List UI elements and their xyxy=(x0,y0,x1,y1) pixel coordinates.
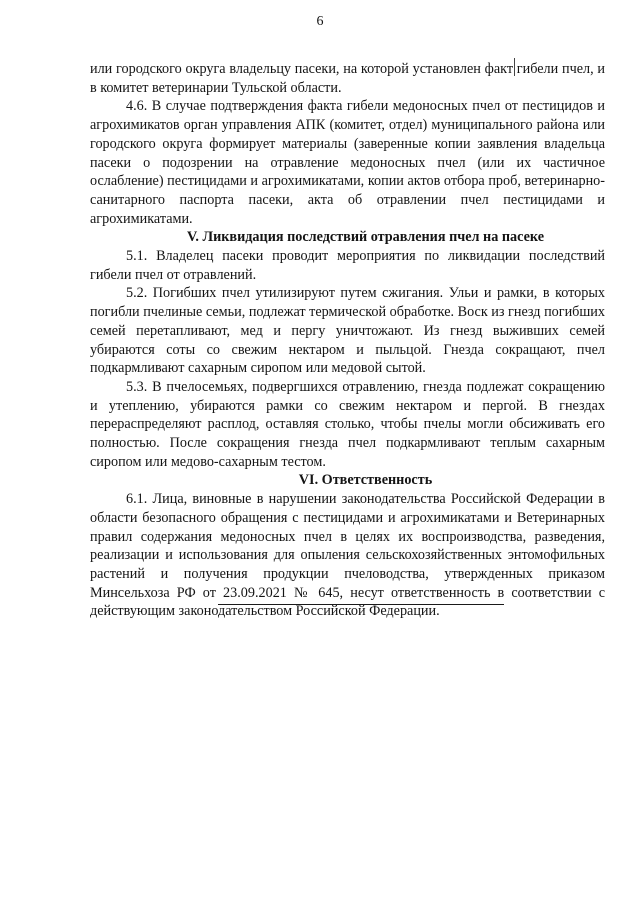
page-number: 6 xyxy=(316,14,324,29)
paragraph-4-6: 4.6. В случае подтверждения факта гибели медоносных пчел от пестицидов и агрохимикатов орган управления АПК (комитет, отдел) муниципального района или городского округа формирует материалы (заверенные копии заявления владельца пасеки о подозрении на отравление медоносных пчел (или их частичное ослабление) пестицидами и агрохимикатами, копии актов отбора проб, ветеринарно-санитарного паспорта пасеки, акта об отравлении пчел пестицидами и агрохимикатами. xyxy=(90,98,605,227)
paragraph-5-2: 5.2. Погибших пчел утилизируют путем сжигания. Ульи и рамки, в которых погибли пчелиные семьи, подлежат термической обработке. Воск из гнезд погибших семей перетапливают, мед и пергу уничтожают. Из гнезд выживших семей убираются соты со свежим нектаром и пыльцой. Гнезда сокращают, пчел подкармливают сахарным сиропом или медовой сытой. xyxy=(90,285,605,377)
paragraph-5-1: 5.1. Владелец пасеки проводит мероприятия по ликвидации последствий гибели пчел от отравлений. xyxy=(90,248,605,283)
paragraph-continuation: или городского округа владельцу пасеки, на которой установлен факт гибели пчел, и в комитет ветеринарии Тульской области. xyxy=(90,61,605,96)
closing-rule-line xyxy=(218,604,504,605)
document-body xyxy=(90,60,605,621)
section-heading-6: VI. Ответственность xyxy=(298,472,433,489)
paragraph-5-3: 5.3. В пчелосемьях, подвергшихся отравлению, гнезда подлежат сокращению и утеплению, убираются рамки со свежим нектаром и пергой. В гнездах перераспределяют расплод, оставляя столько, чтобы пчелы могли обсиживать его полностью. После сокращения гнезда пчел подкармливают теплым сахарным сиропом или медово-сахарным тестом. xyxy=(90,378,605,470)
paragraph-6-1: 6.1. Лица, виновные в нарушении законодательства Российской Федерации в области безопасного обращения с пестицидами и агрохимикатами и Ветеринарных правил содержания медоносных пчел в целях их воспроизводства, разведения, реализации и использования для опыления сельскохозяйственных энтомофильных растений и получения продукции пчеловодства, утвержденных приказом Минсельхоза РФ от 23.09.2021 № 645, несут ответственность в соответствии с действующим законодательством Российской Федерации. xyxy=(90,491,605,620)
section-heading-5: V. Ликвидация последствий отравления пчел на пасеке xyxy=(186,229,545,246)
